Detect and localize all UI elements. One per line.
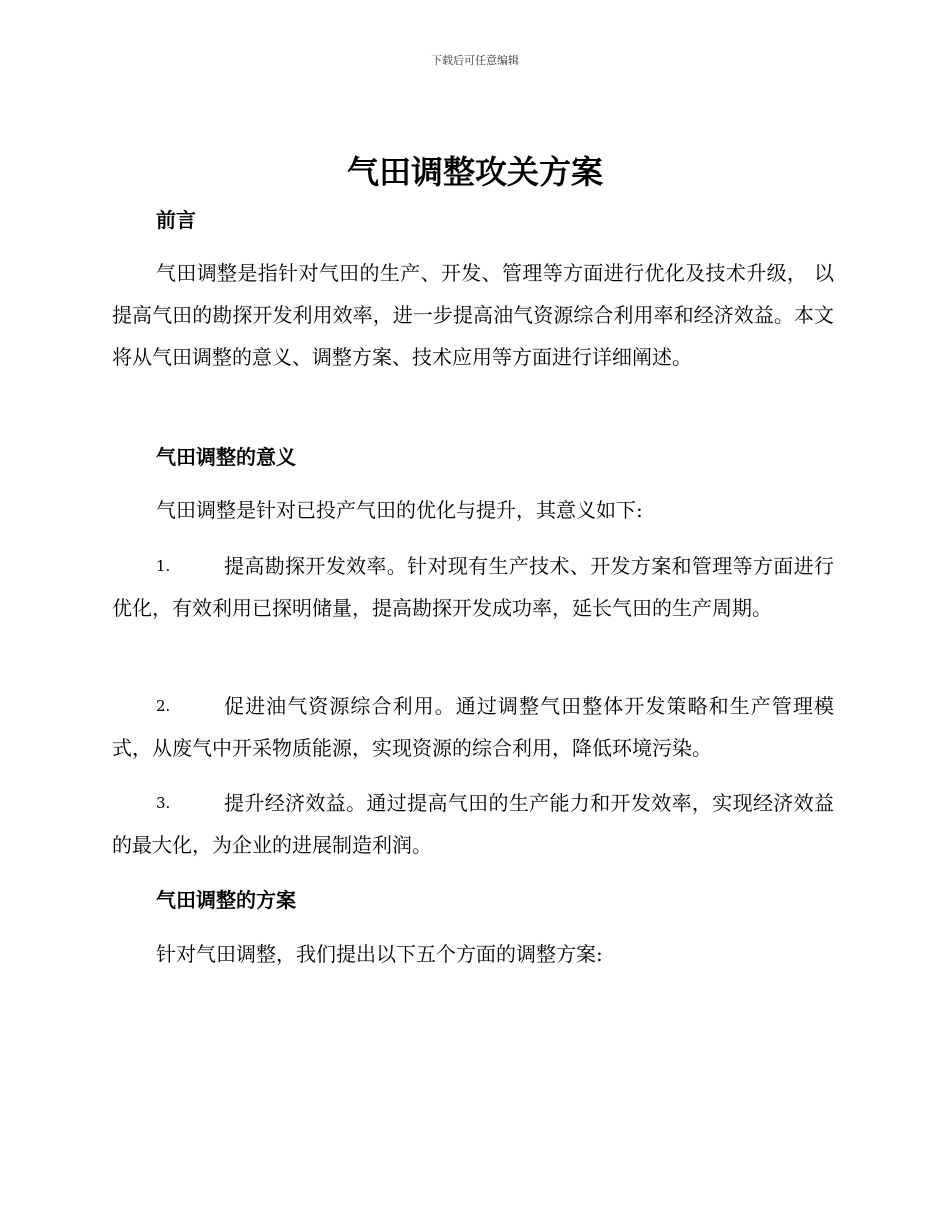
list-item-text: 促进油气资源综合利用。通过调整气田整体开发策略和生产管理模式，从废气中开采物质能源，实现资源的综合利用，降低环境污染。: [112, 694, 834, 760]
list-item-text: 提升经济效益。通过提高气田的生产能力和开发效率，实现经济效益的最大化，为企业的进展制造利润。: [112, 791, 834, 857]
list-item-number: 2.: [156, 697, 171, 715]
list-item-number: 3.: [156, 794, 171, 812]
plan-intro-paragraph: 针对气田调整，我们提出以下五个方面的调整方案:: [156, 942, 603, 966]
section-heading-significance: 气田调整的意义: [156, 445, 296, 469]
section-heading-preface: 前言: [156, 208, 196, 232]
list-item: [112, 685, 834, 769]
list-item-number: 1.: [156, 557, 171, 575]
preface-paragraph: 气田调整是指针对气田的生产、开发、管理等方面进行优化及技术升级， 以提高气田的勘探开发利用效率，进一步提高油气资源综合利用率和经济效益。本文将从气田调整的意义、调整方案、技术应用等方面进行详细阐述。: [112, 261, 834, 369]
significance-intro-paragraph: 气田调整是针对已投产气田的优化与提升，其意义如下:: [156, 498, 643, 522]
page-header-note: 下载后可任意编辑: [431, 54, 519, 67]
section-heading-plan: 气田调整的方案: [156, 888, 296, 912]
document-title: 气田调整攻关方案: [346, 153, 603, 191]
list-item: [112, 545, 834, 629]
list-item: [112, 782, 834, 866]
list-item-text: 提高勘探开发效率。针对现有生产技术、开发方案和管理等方面进行优化，有效利用已探明储量，提高勘探开发成功率，延长气田的生产周期。: [112, 554, 834, 620]
